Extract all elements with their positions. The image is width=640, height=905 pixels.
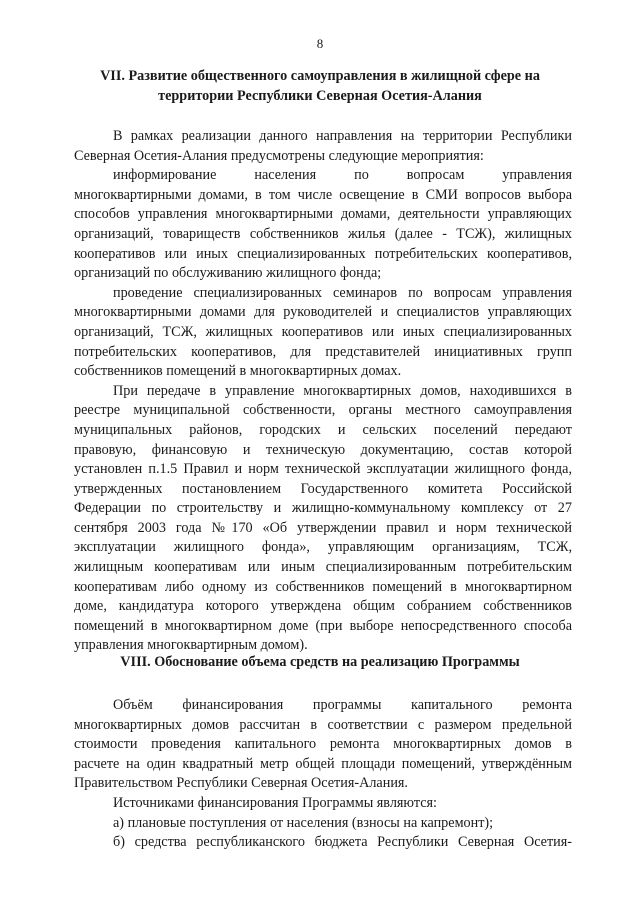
text-line: информирование населения по вопросам управления	[113, 167, 572, 184]
text-line: б) средства республиканского бюджета Республики Северная Осетия-	[113, 834, 572, 851]
paragraph	[74, 382, 572, 656]
text-line: жилищным кооперативам или иным специализированным потребительским	[74, 559, 572, 576]
text-line: расчете на один квадратный метр общей площади помещений, утверждённым	[74, 755, 572, 772]
text-line: способов управления многоквартирными домами, деятельности управляющих	[74, 206, 572, 223]
text-line: организаций, товариществ собственников жилья (далее - ТСЖ), жилищных	[74, 225, 572, 242]
text-line: организаций, ТСЖ, жилищных кооперативов или иных специализированных	[74, 323, 572, 340]
section-7-title-line-1: VII. Развитие общественного самоуправления в жилищной сфере на	[100, 68, 540, 84]
text-line: доме, кандидатура которого утверждена общим собранием собственников	[74, 598, 572, 615]
text-line: эксплуатации жилищного фонда», управляющим организациям, ТСЖ,	[74, 539, 572, 556]
text-line: управления многоквартирным домом).	[74, 637, 308, 654]
section-7-title	[72, 66, 568, 106]
paragraph	[74, 127, 572, 166]
text-line: а) плановые поступления от населения (взносы на капремонт);	[113, 814, 494, 831]
text-line: собственников помещений в многоквартирных домах.	[74, 363, 402, 380]
text-line: организаций по обслуживанию жилищного фонда;	[74, 265, 382, 282]
section-7-body	[74, 127, 572, 656]
text-line: установлен п.1.5 Правил и норм технической эксплуатации жилищного фонда,	[74, 461, 572, 478]
text-line: утвержденных постановлением Государственного комитета Российской	[74, 480, 572, 497]
text-line: При передаче в управление многоквартирных домов, находившихся в	[113, 382, 572, 399]
text-line: Правительством Республики Северная Осетия-Алания.	[74, 775, 408, 792]
paragraph	[74, 814, 572, 834]
text-line: реестре муниципальной собственности, органы местного самоуправления	[74, 402, 572, 419]
paragraph	[74, 833, 572, 853]
text-line: многоквартирными домами для руководителей и специалистов управляющих	[74, 304, 572, 321]
text-line: многоквартирных домов рассчитан в соответствии с размером предельной	[74, 716, 572, 733]
text-line: правовую, финансовую и техническую документацию, состав которой	[74, 441, 572, 458]
text-line: Объём финансирования программы капитального ремонта	[113, 697, 572, 713]
section-8-title: VIII. Обоснование объема средств на реализацию Программы	[120, 654, 520, 670]
text-line: кооперативов или иных специализированных потребительских кооперативов,	[74, 245, 572, 262]
text-line: Федерации по строительству и жилищно-коммунальному комплексу от 27	[74, 500, 572, 517]
text-line: кооперативам либо одному из собственников помещений в многоквартирном	[74, 578, 572, 595]
text-line: сентября 2003 года №170 «Об утверждении правил и норм технической	[74, 519, 572, 536]
paragraph	[74, 696, 572, 794]
text-line: муниципальных районов, городских и сельских поселений передают	[74, 421, 572, 438]
text-line: потребительских кооперативов, для представителей инициативных групп	[74, 343, 572, 360]
section-7-title-line-2: территории Республики Северная Осетия-Алания	[158, 88, 482, 104]
text-line: В рамках реализации данного направления на территории Республики	[113, 128, 572, 144]
section-8-body	[74, 696, 572, 853]
text-line: Северная Осетия-Алания предусмотрены следующие мероприятия:	[74, 147, 484, 164]
text-line: помещений в многоквартирном доме (при выборе непосредственного способа	[74, 617, 572, 634]
page-number: 8	[316, 36, 324, 51]
text-line: проведение специализированных семинаров по вопросам управления	[113, 284, 572, 301]
text-line: Источниками финансирования Программы являются:	[113, 794, 437, 811]
paragraph	[74, 284, 572, 382]
paragraph	[74, 794, 572, 814]
text-line: стоимости проведения капитального ремонта многоквартирных домов в	[74, 736, 572, 753]
paragraph	[74, 166, 572, 284]
text-line: многоквартирными домами, в том числе освещение в СМИ вопросов выбора	[74, 186, 572, 203]
